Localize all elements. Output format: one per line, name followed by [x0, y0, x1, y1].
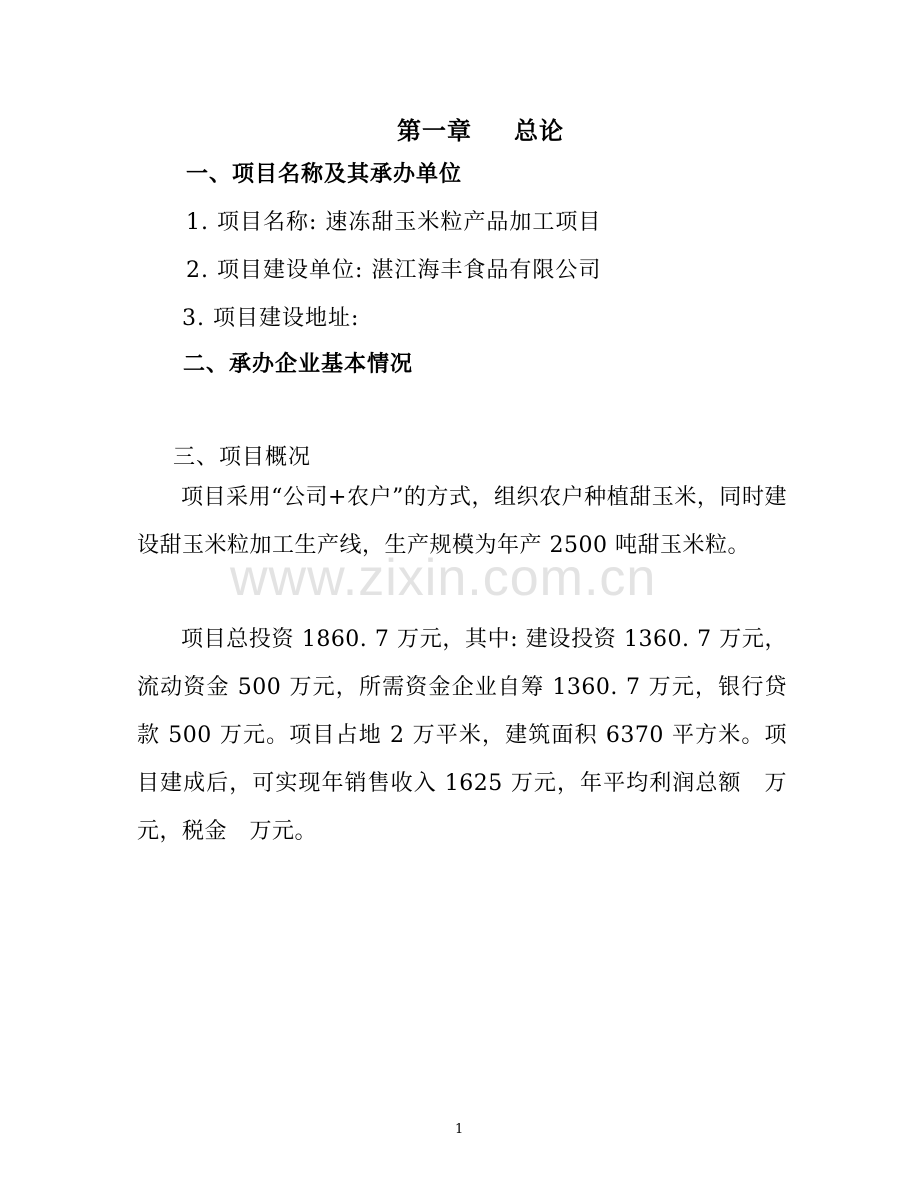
chapter-title: 总论 — [514, 116, 564, 145]
watermark: www.zixin.com.cn — [230, 549, 657, 607]
section-heading-2: 二、承办企业基本情况 — [183, 351, 414, 377]
section-heading-3 — [173, 440, 311, 471]
chapter-heading — [397, 111, 564, 146]
page-number: 1 — [455, 1122, 464, 1137]
item-construction-address: 3. 项目建设地址: — [182, 306, 360, 331]
paragraph-investment: 项目总投资 1860. 7 万元，其中: 建设投资 1360. 7 万元，流动资金 500 万元，所需资金企业自筹 1360. 7 万元，银行贷款 500 万元。项目占地 2 万平米，建筑面积 6370 平方米。项目建成后，可实现年销售收入 1625 万元，年平均利润总额 万元，税金 万元。 — [137, 627, 787, 844]
item-project-name: 1. 项目名称: 速冻甜玉米粒产品加工项目 — [186, 210, 602, 235]
section-heading-3-text: 三、项目概况 — [173, 445, 312, 470]
item-construction-unit: 2. 项目建设单位: 湛江海丰食品有限公司 — [186, 258, 602, 283]
chapter-label: 第一章 — [397, 116, 472, 145]
paragraph-overview: 项目采用“公司+农户”的方式，组织农户种植甜玉米，同时建设甜玉米粒加工生产线，生产规模为年产 2500 吨甜玉米粒。 — [137, 485, 787, 558]
section-heading-1: 一、项目名称及其承办单位 — [186, 161, 463, 187]
